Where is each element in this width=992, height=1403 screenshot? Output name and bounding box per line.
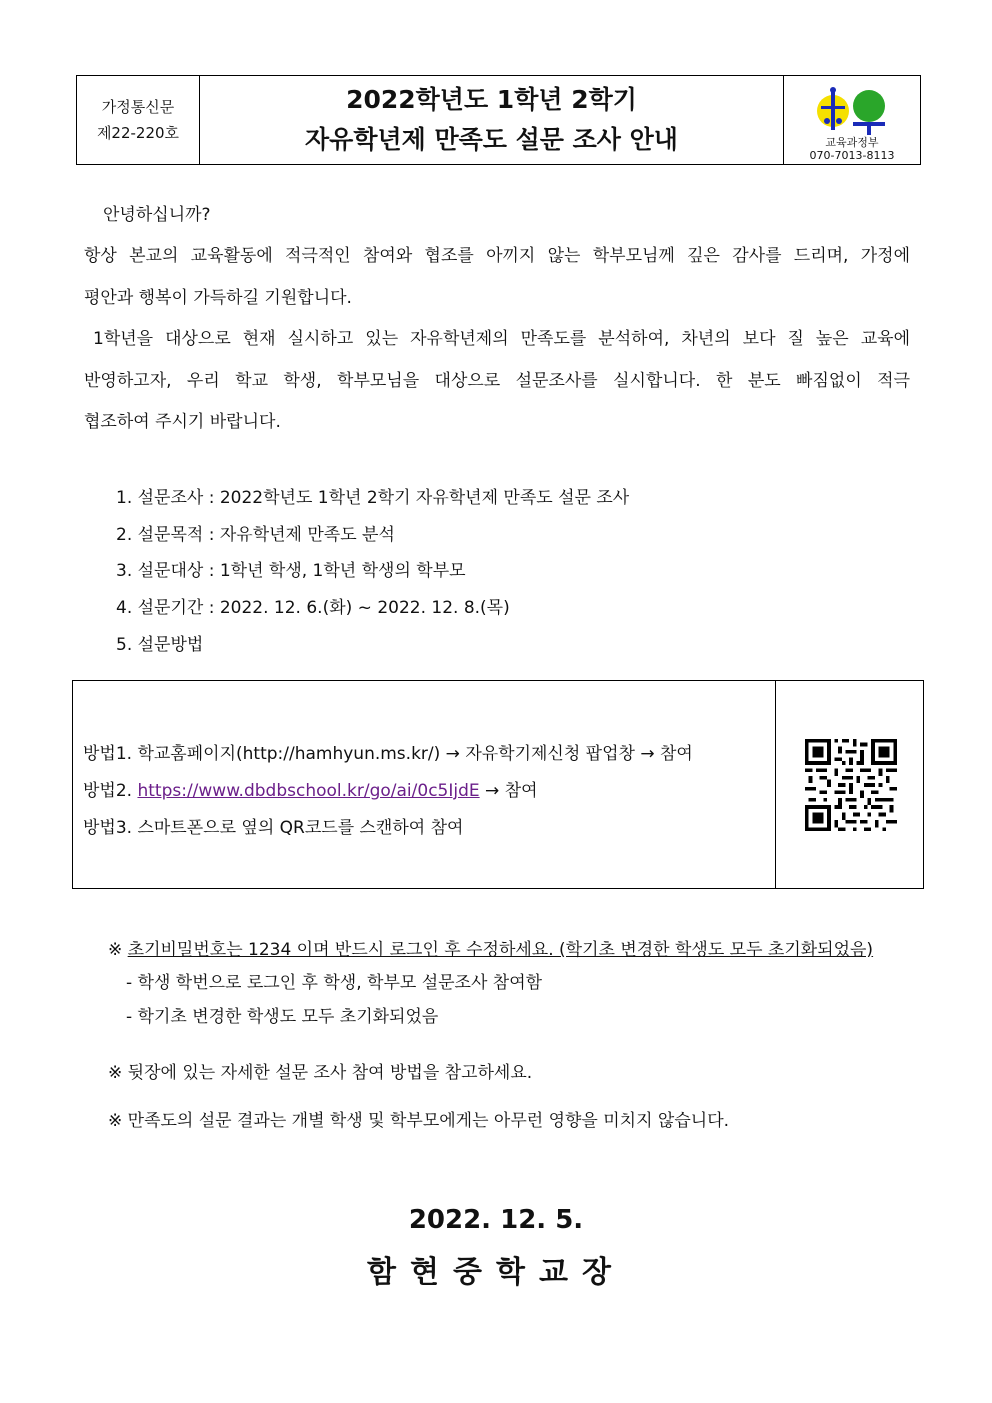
note-sub-1: - 학생 학번으로 로그인 후 학생, 학부모 설문조사 참여함 (126, 973, 543, 993)
title-cell (200, 76, 783, 164)
notice-number-cell (77, 76, 200, 164)
note-back-page: ※ 뒷장에 있는 자세한 설문 조사 참여 방법을 참고하세요. (108, 1063, 533, 1083)
note-password (108, 935, 873, 960)
note-no-effect: ※ 만족도의 설문 결과는 개별 학생 및 학부모에게는 아무런 영향을 미치지 않습니다. (108, 1111, 730, 1131)
page-title-line1: 2022학년도 1학년 2학기 (346, 85, 637, 114)
notice-number: 제22-220호 (96, 124, 180, 142)
paragraph-1-line-2: 평안과 행복이 가득하길 기원합니다. (84, 288, 352, 308)
qr-cell (775, 681, 923, 888)
issue-date: 2022. 12. 5. (408, 1205, 584, 1235)
method-1: 방법1. 학교홈페이지(http://hamhyun.ms.kr/) → 자유학기제신청 팝업창 → 참여 (83, 744, 693, 764)
list-item: 3. 설문대상 : 1학년 학생, 1학년 학생의 학부모 (116, 561, 466, 581)
department-name: 교육과정부 (825, 136, 879, 149)
paragraph-1-line-1: 항상 본교의 교육활동에 적극적인 참여와 협조를 아끼지 않는 학부모님께 깊은 감사를 드리며, 가정에 (84, 246, 910, 266)
survey-methods-box (72, 680, 924, 889)
list-item: 2. 설문목적 : 자유학년제 만족도 분석 (116, 525, 395, 545)
paragraph-2-line-3: 협조하여 주시기 바랍니다. (84, 412, 281, 432)
page-title-line2: 자유학년제 만족도 설문 조사 안내 (305, 125, 678, 154)
list-item: 5. 설문방법 (116, 635, 204, 655)
list-item: 1. 설문조사 : 2022학년도 1학년 2학기 자유학년제 만족도 설문 조사 (116, 488, 630, 508)
greeting: 안녕하십니까? (103, 205, 211, 225)
note-password-text: 초기비밀번호는 1234 이며 반드시 로그인 후 수정하세요. (학기초 변경한 학생도 모두 초기화되었음) (127, 940, 874, 960)
method-2-prefix: 방법2. (83, 781, 138, 801)
survey-link[interactable]: https://www.dbdbschool.kr/go/ai/0c5IjdE (137, 781, 480, 801)
qr-code-icon[interactable] (802, 739, 900, 831)
note-mark: ※ (108, 940, 128, 960)
method-2-suffix: → 참여 (479, 781, 538, 801)
method-3: 방법3. 스마트폰으로 옆의 QR코드를 스캔하여 참여 (83, 818, 464, 838)
notice-label: 가정통신문 (101, 98, 175, 116)
department-phone: 070-7013-8113 (809, 149, 895, 162)
notice-header (76, 75, 921, 165)
method-2 (83, 776, 538, 801)
school-logo-icon (815, 86, 889, 136)
list-item: 4. 설문기간 : 2022. 12. 6.(화) ~ 2022. 12. 8.(목) (116, 598, 510, 618)
note-sub-2: - 학기초 변경한 학생도 모두 초기화되었음 (126, 1007, 439, 1027)
paragraph-2-line-2: 반영하고자, 우리 학교 학생, 학부모님을 대상으로 설문조사를 실시합니다. 한 분도 빠짐없이 적극 (84, 371, 910, 391)
paragraph-2-line-1: 1학년을 대상으로 현재 실시하고 있는 자유학년제의 만족도를 분석하여, 차년의 보다 질 높은 교육에 (93, 329, 910, 349)
department-cell (783, 76, 920, 164)
principal-signature: 함현중학교장 (367, 1255, 625, 1290)
